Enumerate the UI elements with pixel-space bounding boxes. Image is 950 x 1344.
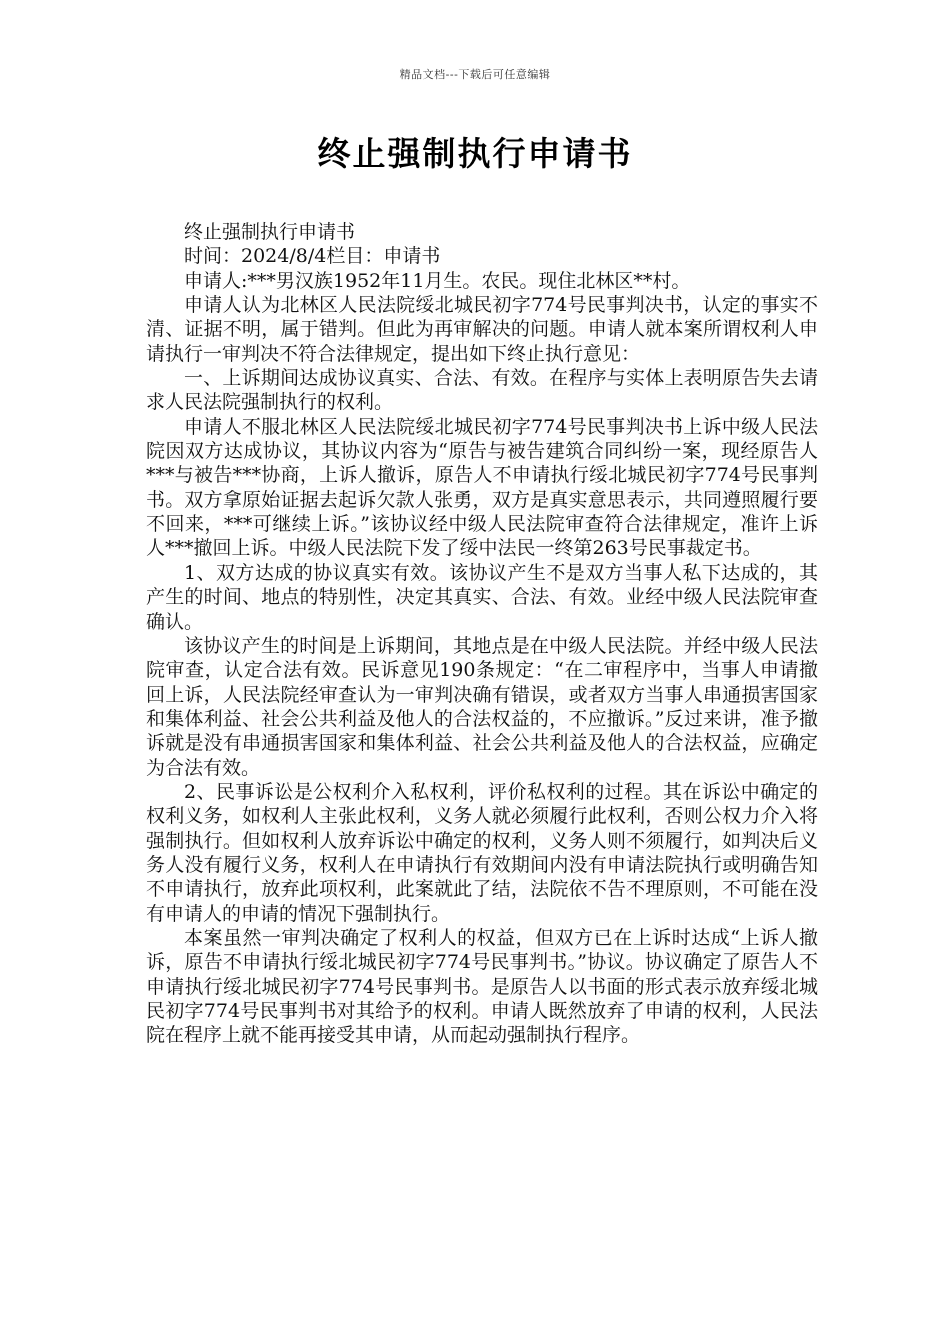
paragraph: 一、上诉期间达成协议真实、合法、有效。在程序与实体上表明原告失去请求人民法院强制执行的权利。 <box>146 367 818 414</box>
header-note: 精品文档---下载后可任意编辑 <box>399 68 551 81</box>
paragraph: 申请人不服北林区人民法院绥北城民初字774号民事判决书上诉中级人民法院因双方达成协议，其协议内容为“原告与被告建筑合同纠纷一案，现经原告人***与被告***协商，上诉人撤诉，原告人不申请执行绥北城民初字774号民事判书。双方拿原始证据去起诉欠款人张勇，双方是真实意思表示，共同遵照履行要不回来，***可继续上诉。”该协议经中级人民法院审查符合法律规定，准许上诉人***撤回上诉。中级人民法院下发了绥中法民一终第263号民事裁定书。 <box>146 415 818 560</box>
paragraph-meta: 时间：2024/8/4栏目：申请书 <box>184 245 441 268</box>
paragraph-applicant: 申请人:***男汉族1952年11月生。农民。现住北林区**村。 <box>184 269 691 292</box>
paragraph: 1、双方达成的协议真实有效。该协议产生不是双方当事人私下达成的，其产生的时间、地点的特别性，决定其真实、合法、有效。业经中级人民法院审查确认。 <box>146 561 818 633</box>
document-body <box>146 220 818 1048</box>
document-title: 终止强制执行申请书 <box>317 134 633 173</box>
paragraph-subtitle: 终止强制执行申请书 <box>184 221 356 243</box>
paragraph: 本案虽然一审判决确定了权利人的权益，但双方已在上诉时达成“上诉人撤诉，原告不申请执行绥北城民初字774号民事判书。”协议。协议确定了原告人不申请执行绥北城民初字774号民事判书。是原告人以书面的形式表示放弃绥北城民初字774号民事判书对其给予的权利。申请人既然放弃了申请的权利，人民法院在程序上就不能再接受其申请，从而起动强制执行程序。 <box>146 926 818 1047</box>
paragraph: 申请人认为北林区人民法院绥北城民初字774号民事判决书，认定的事实不清、证据不明，属于错判。但此为再审解决的问题。申请人就本案所谓权利人申请执行一审判决不符合法律规定，提出如下终止执行意见： <box>146 294 818 365</box>
paragraph: 2、民事诉讼是公权利介入私权利，评价私权利的过程。其在诉讼中确定的权利义务，如权利人主张此权利，义务人就必须履行此权利，否则公权力介入将强制执行。但如权利人放弃诉讼中确定的权利，义务人则不须履行，如判决后义务人没有履行义务，权利人在申请执行有效期间内没有申请法院执行或明确告知不申请执行，放弃此项权利，此案就此了结，法院依不告不理原则，不可能在没有申请人的申请的情况下强制执行。 <box>146 780 818 925</box>
paragraph: 该协议产生的时间是上诉期间，其地点是在中级人民法院。并经中级人民法院审查，认定合法有效。民诉意见190条规定：“在二审程序中，当事人申请撤回上诉，人民法院经审查认为一审判决确有错误，或者双方当事人串通损害国家和集体利益、社会公共利益及他人的合法权益的，不应撤诉。”反过来讲，准予撤诉就是没有串通损害国家和集体利益、社会公共利益及他人的合法权益，应确定为合法有效。 <box>146 634 818 779</box>
